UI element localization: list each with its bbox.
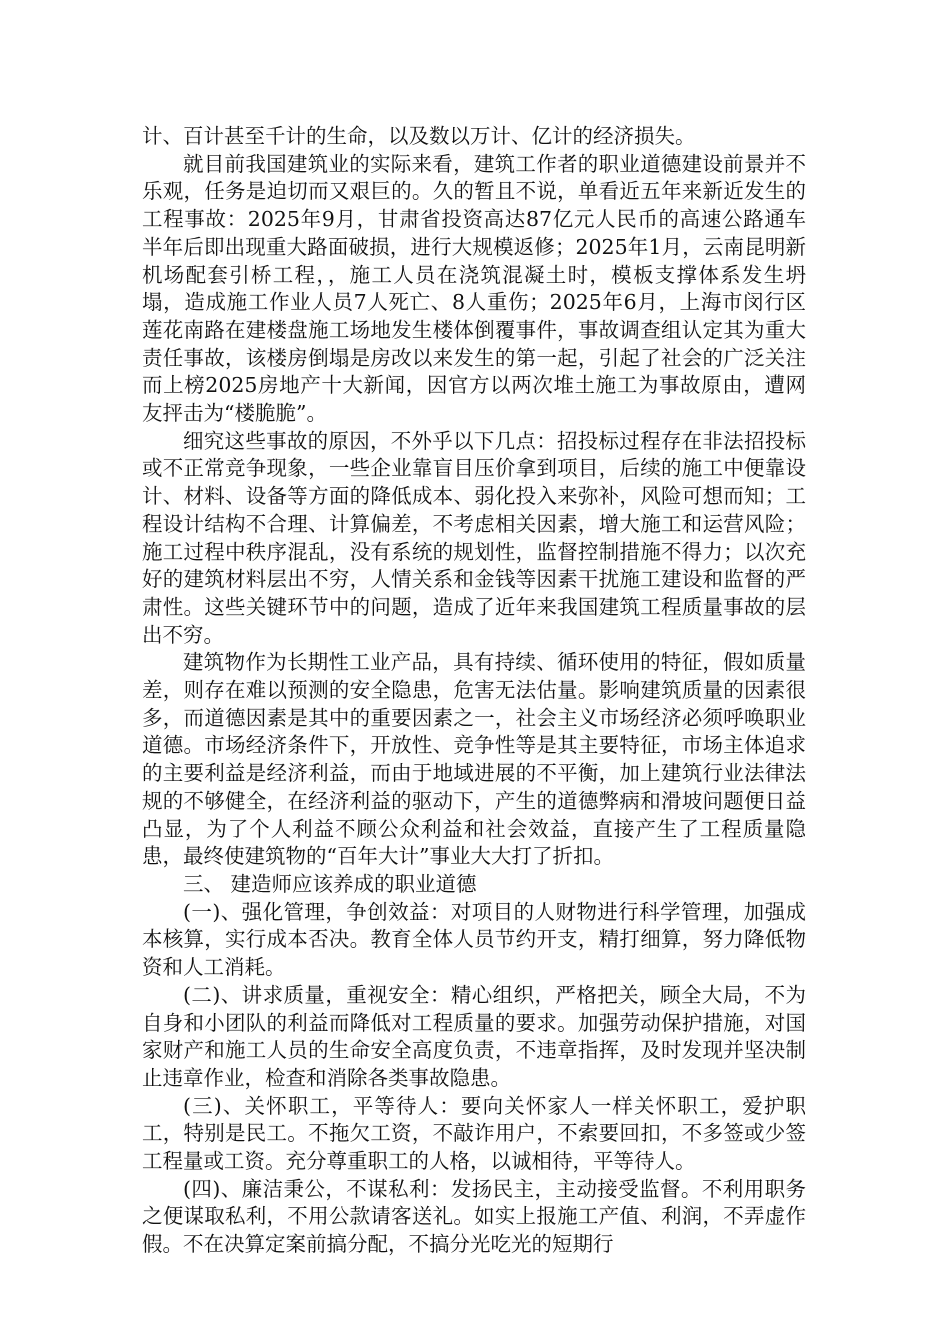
list-item-care-workers: (三)、关怀职工，平等待人：要向关怀家人一样关怀职工，爱护职工，特别是民工。不拖欠工资，不敲诈用户，不索要回扣，不多签或少签工程量或工资。充分尊重职工的人格，以诚相待，平等待人。 — [142, 1093, 806, 1174]
paragraph-accident-causes: 细究这些事故的原因，不外乎以下几点：招投标过程存在非法招投标或不正常竞争现象，一些企业靠盲目压价拿到项目，后续的施工中便靠设计、材料、设备等方面的降低成本、弱化投入来弥补，风险可想而知；工程设计结构不合理、计算偏差，不考虑相关因素，增大施工和运营风险；施工过程中秩序混乱，没有系统的规划性，监督控制措施不得力；以次充好的建筑材料层出不穷，人情关系和金钱等因素干扰施工建设和监督的严肃性。这些关键环节中的问题，造成了近年来我国建筑工程质量事故的层出不穷。 — [142, 428, 806, 647]
paragraph-construction-ethics-outlook: 就目前我国建筑业的实际来看，建筑工作者的职业道德建设前景并不乐观，任务是迫切而又艰巨的。久的暂且不说，单看近五年来新近发生的工程事故：2025年9月，甘肃省投资高达87亿元人民币的高速公路通车半年后即出现重大路面破损，进行大规模返修；2025年1月，云南昆明新机场配套引桥工程，，施工人员在浇筑混凝土时，模板支撑体系发生坍塌，造成施工作业人员7人死亡、8人重伤；2025年6月，上海市闵行区莲花南路在建楼盘施工场地发生楼体倒覆事件，事故调查组认定其为重大责任事故，该楼房倒塌是房改以来发生的第一起，引起了社会的广泛关注而上榜2025房地产十大新闻，因官方以两次堆土施工为事故原由，遭网友抨击为“楼脆脆”。 — [142, 151, 806, 426]
paragraph-continuation: 计、百计甚至千计的生命，以及数以万计、亿计的经济损失。 — [142, 124, 696, 148]
section-heading: 三、 建造师应该养成的职业道德 — [183, 871, 477, 896]
document-body — [142, 123, 806, 1259]
list-item-integrity: (四)、廉洁秉公，不谋私利：发扬民主，主动接受监督。不利用职务之便谋取私利，不用公款请客送礼。如实上报施工产值、利润，不弄虚作假。不在决算定案前搞分配，不搞分光吃光的短期行 — [142, 1176, 806, 1257]
list-item-management: (一)、强化管理，争创效益：对项目的人财物进行科学管理，加强成本核算，实行成本否决。教育全体人员节约开支，精打细算，努力降低物资和人工消耗。 — [142, 899, 806, 980]
list-item-quality-safety: (二)、讲求质量，重视安全：精心组织，严格把关，顾全大局，不为自身和小团队的利益而降低对工程质量的要求。加强劳动保护措施，对国家财产和施工人员的生命安全高度负责，不违章指挥，及时发现并坚决制止违章作业，检查和消除各类事故隐患。 — [142, 982, 806, 1090]
paragraph-building-quality: 建筑物作为长期性工业产品，具有持续、循环使用的特征，假如质量差，则存在难以预测的安全隐患，危害无法估量。影响建筑质量的因素很多，而道德因素是其中的重要因素之一，社会主义市场经济必须呼唤职业道德。市场经济条件下，开放性、竞争性等是其主要特征，市场主体追求的主要利益是经济利益，而由于地域进展的不平衡，加上建筑行业法律法规的不够健全，在经济利益的驱动下，产生的道德弊病和滑坡问题便日益凸显，为了个人利益不顾公众利益和社会效益，直接产生了工程质量隐患，最终使建筑物的“百年大计”事业大大打了折扣。 — [142, 650, 806, 869]
